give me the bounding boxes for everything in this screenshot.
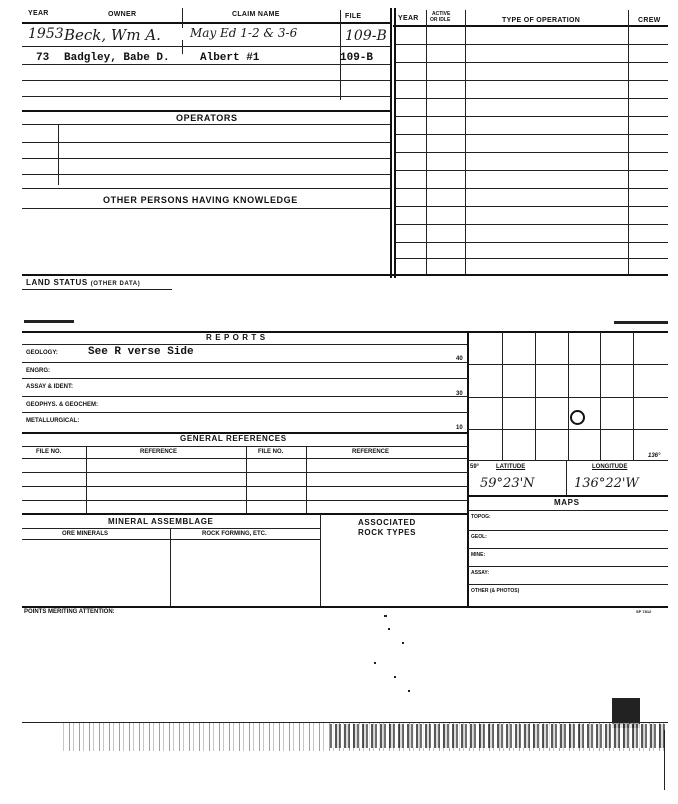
- reports-heading: R E P O R T S: [206, 333, 266, 342]
- geology-value: See R verse Side: [88, 346, 194, 358]
- lat-prefix: 59°: [470, 464, 480, 470]
- general-references-heading: GENERAL REFERENCES: [180, 434, 287, 443]
- longitude-value: 136°22'W: [574, 476, 639, 491]
- mine-label: MINE:: [471, 552, 486, 558]
- engrg-label: ENGRG:: [26, 368, 50, 374]
- assay-map-label: ASSAY:: [471, 570, 490, 576]
- claim-year-2: 73: [36, 52, 50, 64]
- location-marker: [570, 410, 585, 425]
- maps-heading: MAPS: [554, 498, 580, 507]
- claim-file-1: 109-B: [345, 28, 387, 44]
- active-header: ACTIVE: [432, 11, 451, 17]
- latitude-value: 59°23'N: [480, 476, 535, 491]
- geol-label: GEOL:: [471, 534, 487, 540]
- longitude-label: LONGITUDE: [592, 464, 628, 470]
- corner-num: 136°: [648, 453, 661, 459]
- claim-owner-2: Badgley, Babe D.: [64, 52, 170, 64]
- owner-header: OWNER: [108, 11, 137, 18]
- claim-year-1: 1953: [28, 26, 64, 42]
- type-operation-header: TYPE OF OPERATION: [502, 17, 581, 24]
- mineral-assemblage-heading: MINERAL ASSEMBLAGE: [108, 517, 214, 526]
- claim-name-1: May Ed 1-2 & 3-6: [190, 26, 298, 40]
- points-meriting-heading: POINTS MERITING ATTENTION:: [24, 609, 115, 615]
- other-persons-heading: OTHER PERSONS HAVING KNOWLEDGE: [103, 195, 298, 205]
- latitude-label: LATITUDE: [496, 464, 526, 470]
- claim-owner-1: Beck, Wm A.: [64, 26, 161, 44]
- right-year-header: YEAR: [398, 15, 419, 22]
- ore-minerals-header: ORE MINERALS: [62, 531, 109, 537]
- land-status-sub: (OTHER DATA): [90, 281, 141, 287]
- claim-name-header: CLAIM NAME: [232, 11, 280, 18]
- crew-header: CREW: [638, 17, 661, 24]
- rock-types-heading: ROCK TYPES: [358, 528, 417, 537]
- land-status-heading: [26, 278, 140, 287]
- topog-label: TOPOG:: [471, 514, 491, 520]
- claim-file-2: 109-B: [340, 52, 374, 64]
- metallurgical-num: 10: [456, 425, 463, 431]
- file-header: FILE: [345, 13, 362, 20]
- year-header: YEAR: [28, 10, 49, 17]
- ref-header-ref-2: REFERENCE: [352, 449, 390, 455]
- associated-heading: ASSOCIATED: [358, 518, 416, 527]
- form-number: SP 7812: [636, 609, 652, 614]
- operators-heading: OPERATORS: [176, 113, 238, 123]
- geology-num: 40: [456, 356, 463, 362]
- ref-header-ref-1: REFERENCE: [140, 449, 178, 455]
- metallurgical-label: METALLURGICAL:: [26, 418, 80, 424]
- ref-header-file-2: FILE NO.: [258, 449, 284, 455]
- geology-label: GEOLOGY:: [26, 350, 58, 356]
- assay-num: 30: [456, 391, 463, 397]
- rock-forming-header: ROCK FORMING, ETC.: [202, 531, 267, 537]
- idle-header: OR IDLE: [430, 17, 451, 23]
- other-photos-label: OTHER (& PHOTOS): [471, 588, 520, 594]
- land-status-label: LAND STATUS: [26, 278, 88, 287]
- claim-name-2: Albert #1: [200, 52, 260, 64]
- ref-header-file-1: FILE NO.: [36, 449, 62, 455]
- geophys-label: GEOPHYS. & GEOCHEM:: [26, 402, 99, 408]
- assay-label: ASSAY & IDENT:: [26, 384, 74, 390]
